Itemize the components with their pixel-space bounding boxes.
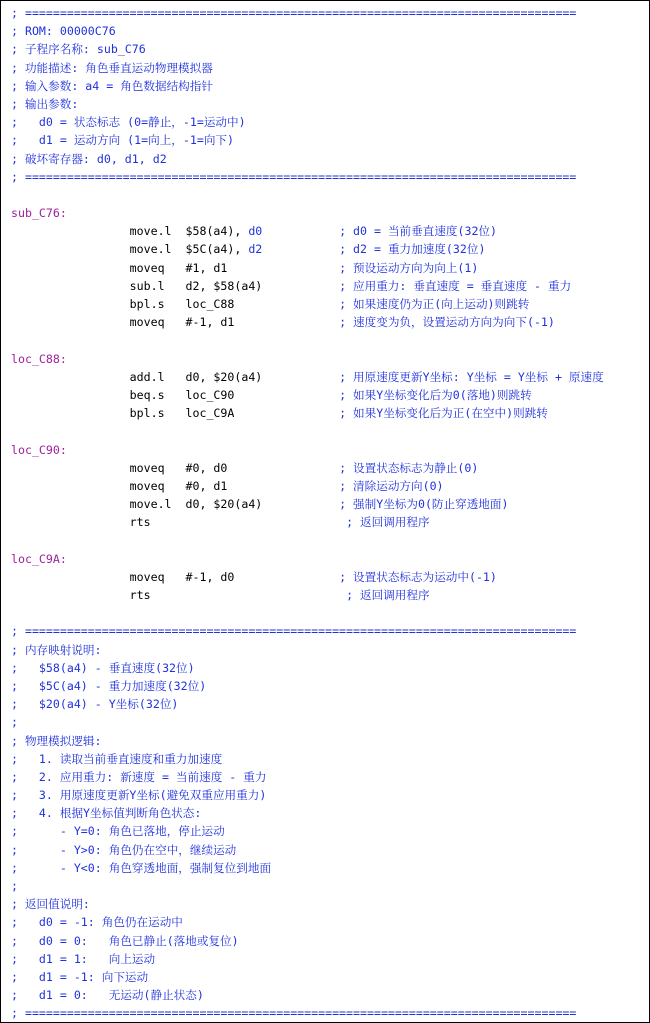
- code-label-line: [11, 350, 649, 368]
- comment-line: [11, 131, 649, 149]
- code-label-line: [11, 550, 649, 568]
- comment-text: ; 功能描述: 角色垂直运动物理模拟器: [11, 60, 213, 75]
- inline-comment-text: ; 如果Y坐标变化后为正(在空中)则跳转: [339, 406, 548, 421]
- instruction-text: bpl.s loc_C88: [11, 297, 235, 311]
- spacing: [262, 279, 339, 293]
- inline-comment-text: ; 用原速度更新Y坐标: Y坐标 = Y坐标 + 原速度: [339, 369, 604, 384]
- spacing: [234, 570, 339, 584]
- inline-comment-text: ; 返回调用程序: [346, 515, 430, 530]
- instruction-text: bpl.s loc_C9A: [11, 406, 235, 421]
- inline-comment-text: ; 设置状态标志为静止(0): [339, 460, 479, 475]
- comment-line: [11, 841, 649, 859]
- instruction-text: moveq #0, d1: [11, 478, 228, 493]
- instruction-text: sub.l d2, $58(a4): [11, 278, 263, 293]
- inline-comment-text: ; 预设运动方向为向上(1): [339, 260, 479, 275]
- comment-text: ; $20(a4) - Y坐标(32位): [11, 697, 179, 712]
- separator-text: ; ===============================================================================: [11, 624, 577, 639]
- comment-text: ; - Y=0: 角色已落地，停止运动: [11, 824, 225, 839]
- instruction-text: add.l d0, $20(a4): [11, 369, 263, 384]
- instruction-text: move.l d0, $20(a4): [11, 497, 263, 512]
- comment-text: ; 3. 用原速度更新Y坐标(避免双重应用重力): [11, 788, 267, 803]
- instruction-text: beq.s loc_C90: [11, 387, 235, 402]
- comment-line: [11, 641, 649, 659]
- spacing: [262, 497, 339, 511]
- comment-line: [11, 677, 649, 695]
- comment-text: ; d1 = 0: 无运动(静止状态): [11, 988, 204, 1003]
- blank-line: [11, 531, 649, 549]
- comment-text: ; 物理模拟逻辑:: [11, 733, 102, 748]
- instruction-line: [11, 240, 649, 258]
- comment-line: [11, 932, 649, 950]
- separator-text: ; ===============================================================================: [11, 6, 577, 20]
- spacing: [186, 588, 347, 602]
- comment-text: ; 内存映射说明:: [11, 642, 102, 657]
- instruction-line: [11, 477, 649, 495]
- instruction-line: [11, 586, 649, 604]
- spacing: [227, 261, 339, 275]
- register-operand: d0: [248, 224, 263, 239]
- instruction-line: [11, 495, 649, 513]
- comment-line: [11, 786, 649, 804]
- comment-text: ; 2. 应用重力: 新速度 = 当前速度 - 重力: [11, 769, 267, 784]
- spacing: [234, 315, 339, 329]
- spacing: [227, 479, 339, 493]
- comment-line: [11, 59, 649, 77]
- separator-text: ; ===============================================================================: [11, 169, 577, 184]
- separator-line: [11, 168, 649, 186]
- instruction-text: moveq #0, d0: [11, 460, 228, 475]
- comment-text: ; d1 = 运动方向 (1=向上，-1=向下): [11, 133, 235, 148]
- instruction-line: [11, 386, 649, 404]
- comment-line: [11, 750, 649, 768]
- inline-comment-text: ; 清除运动方向(0): [339, 478, 444, 493]
- spacing: [234, 406, 339, 420]
- comment-line: [11, 713, 649, 731]
- comment-text: ; 输入参数: a4 = 角色数据结构指针: [11, 78, 213, 93]
- comment-text: ; 子程序名称: sub_C76: [11, 42, 146, 57]
- inline-comment-text: ; 如果速度仍为正(向上运动)则跳转: [339, 297, 530, 311]
- label-text: sub_C76:: [11, 206, 67, 221]
- comment-text: ; 1. 读取当前垂直速度和重力加速度: [11, 751, 223, 766]
- comment-text: ; - Y<0: 角色穿透地面，强制复位到地面: [11, 860, 272, 875]
- spacing: [234, 297, 339, 311]
- label-text: loc_C90:: [11, 442, 67, 457]
- inline-comment-text: ; d0 = 当前垂直速度(32位): [339, 224, 498, 239]
- comment-line: [11, 804, 649, 822]
- comment-text: ; 4. 根据Y坐标值判断角色状态:: [11, 806, 202, 821]
- instruction-text: moveq #-1, d0: [11, 569, 235, 584]
- comment-line: [11, 22, 649, 40]
- instruction-text: move.l $5C(a4),: [11, 242, 249, 257]
- spacing: [262, 370, 339, 384]
- comment-line: [11, 986, 649, 1004]
- comment-line: [11, 822, 649, 840]
- instruction-line: [11, 368, 649, 386]
- blank-line: [11, 186, 649, 204]
- comment-line: [11, 895, 649, 913]
- inline-comment-text: ; 设置状态标志为运动中(-1): [339, 569, 497, 584]
- instruction-line: [11, 259, 649, 277]
- separator-line: [11, 622, 649, 640]
- assembly-listing: [1, 1, 649, 1023]
- blank-line: [11, 604, 649, 622]
- label-text: loc_C88:: [11, 351, 67, 366]
- instruction-text: moveq #-1, d1: [11, 315, 235, 330]
- separator-line: [11, 4, 649, 22]
- comment-line: [11, 732, 649, 750]
- comment-text: ; d0 = -1: 角色仍在运动中: [11, 915, 183, 930]
- comment-line: [11, 113, 649, 131]
- comment-line: [11, 768, 649, 786]
- code-label-line: [11, 441, 649, 459]
- comment-text: ; $58(a4) - 垂直速度(32位): [11, 660, 195, 675]
- separator-line: [11, 1004, 649, 1022]
- comment-text: ; $5C(a4) - 重力加速度(32位): [11, 678, 207, 693]
- instruction-line: [11, 459, 649, 477]
- comment-line: [11, 877, 649, 895]
- comment-text: ; ROM: 00000C76: [11, 24, 116, 39]
- inline-comment-text: ; 应用重力: 垂直速度 = 垂直速度 - 重力: [339, 278, 572, 293]
- instruction-text: rts: [11, 515, 186, 530]
- comment-text: ;: [11, 715, 18, 730]
- comment-line: [11, 659, 649, 677]
- comment-text: ;: [11, 879, 18, 893]
- instruction-line: [11, 513, 649, 531]
- blank-line: [11, 422, 649, 440]
- spacing: [227, 461, 339, 475]
- inline-comment-text: ; d2 = 重力加速度(32位): [339, 242, 486, 257]
- inline-comment-text: ; 如果Y坐标变化后为0(落地)则跳转: [339, 387, 532, 402]
- instruction-text: move.l $58(a4),: [11, 224, 249, 239]
- comment-line: [11, 150, 649, 168]
- comment-text: ; 返回值说明:: [11, 897, 90, 912]
- instruction-line: [11, 404, 649, 422]
- code-label-line: [11, 204, 649, 222]
- inline-comment-text: ; 速度变为负，设置运动方向为向下(-1): [339, 315, 555, 330]
- comment-line: [11, 77, 649, 95]
- comment-line: [11, 695, 649, 713]
- comment-line: [11, 913, 649, 931]
- spacing: [234, 388, 339, 402]
- comment-line: [11, 950, 649, 968]
- label-text: loc_C9A:: [11, 551, 67, 566]
- instruction-text: rts: [11, 588, 186, 602]
- blank-line: [11, 331, 649, 349]
- spacing: [262, 242, 339, 256]
- comment-text: ; 破坏寄存器: d0, d1, d2: [11, 151, 167, 166]
- comment-line: [11, 859, 649, 877]
- comment-text: ; d0 = 状态标志 (0=静止，-1=运动中): [11, 115, 246, 130]
- inline-comment-text: ; 强制Y坐标为0(防止穿透地面): [339, 497, 509, 512]
- instruction-text: moveq #1, d1: [11, 260, 228, 275]
- comment-line: [11, 95, 649, 113]
- instruction-line: [11, 313, 649, 331]
- instruction-line: [11, 222, 649, 240]
- separator-text: ; ===============================================================================: [11, 1006, 577, 1021]
- comment-text: ; d1 = 1: 向上运动: [11, 951, 156, 966]
- comment-text: ; - Y>0: 角色仍在空中，继续运动: [11, 842, 237, 857]
- comment-line: [11, 968, 649, 986]
- inline-comment-text: ; 返回调用程序: [346, 588, 430, 602]
- instruction-line: [11, 295, 649, 313]
- comment-text: ; d1 = -1: 向下运动: [11, 969, 149, 984]
- spacing: [262, 224, 339, 238]
- instruction-line: [11, 277, 649, 295]
- comment-text: ; 输出参数:: [11, 96, 79, 111]
- register-operand: d2: [248, 242, 263, 257]
- comment-line: [11, 40, 649, 58]
- comment-text: ; d0 = 0: 角色已静止(落地或复位): [11, 933, 239, 948]
- instruction-line: [11, 568, 649, 586]
- spacing: [186, 515, 347, 529]
